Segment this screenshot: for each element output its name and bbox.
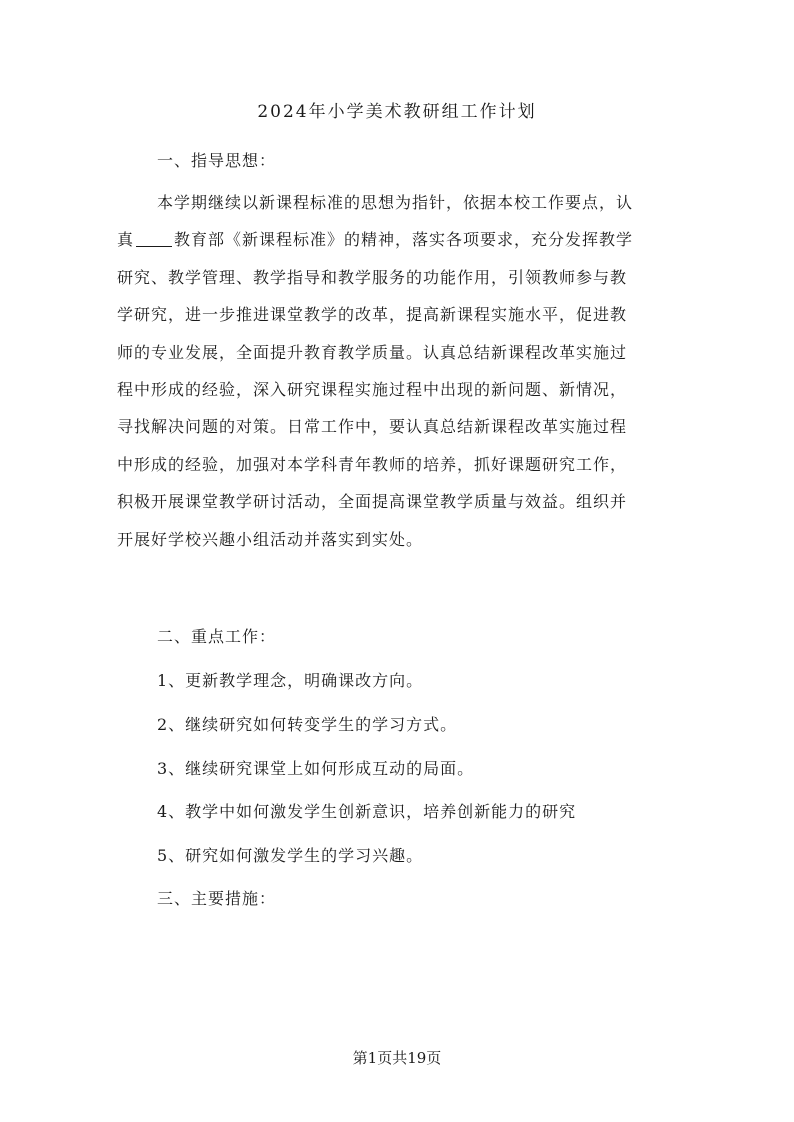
section-heading-main-measures: 三、主要措施： bbox=[157, 889, 277, 908]
list-item: 1、更新教学理念，明确课改方向。 bbox=[157, 671, 424, 690]
list-item: 4、教学中如何激发学生创新意识，培养创新能力的研究 bbox=[157, 802, 577, 821]
list-item: 3、继续研究课堂上如何形成互动的局面。 bbox=[157, 759, 475, 778]
page-number-footer: 第1页共19页 bbox=[352, 1049, 442, 1067]
list-item: 5、研究如何激发学生的学习兴趣。 bbox=[157, 846, 424, 865]
paragraph-line: 学研究，进一步推进课堂教学的改革，提高新课程实施水平，促进教 bbox=[117, 305, 628, 325]
section-heading-key-work: 二、重点工作： bbox=[157, 627, 277, 646]
paragraph-line: 寻找解决问题的对策。日常工作中，要认真总结新课程改革实施过程 bbox=[117, 417, 628, 437]
section1-paragraph bbox=[117, 184, 693, 558]
list-item: 2、继续研究如何转变学生的学习方式。 bbox=[157, 715, 458, 734]
paragraph-line: 开展好学校兴趣小组活动并落实到实处。 bbox=[117, 529, 424, 549]
paragraph-line: 本学期继续以新课程标准的思想为指针，依据本校工作要点，认 bbox=[157, 193, 634, 212]
line-prefix: 真 bbox=[117, 230, 135, 250]
section-heading-guiding-thought: 一、指导思想： bbox=[157, 151, 277, 170]
paragraph-line: 中形成的经验，加强对本学科青年教师的培养，抓好课题研究工作， bbox=[117, 454, 628, 474]
document-title: 2024年小学美术教研组工作计划 bbox=[257, 102, 537, 122]
paragraph-line: 积极开展课堂教学研讨活动，全面提高课堂教学质量与效益。组织并 bbox=[117, 492, 628, 512]
paragraph-line: 师的专业发展，全面提升教育教学质量。认真总结新课程改革实施过 bbox=[117, 342, 628, 362]
paragraph-line: 研究、教学管理、教学指导和教学服务的功能作用，引领教师参与教 bbox=[117, 267, 628, 287]
fill-in-blank bbox=[136, 230, 172, 247]
line-rest: 教育部《新课程标准》的精神，落实各项要求，充分发挥教学 bbox=[174, 230, 634, 250]
paragraph-line-with-blank bbox=[117, 221, 693, 258]
paragraph-line: 程中形成的经验，深入研究课程实施过程中出现的新问题、新情况， bbox=[117, 380, 628, 400]
